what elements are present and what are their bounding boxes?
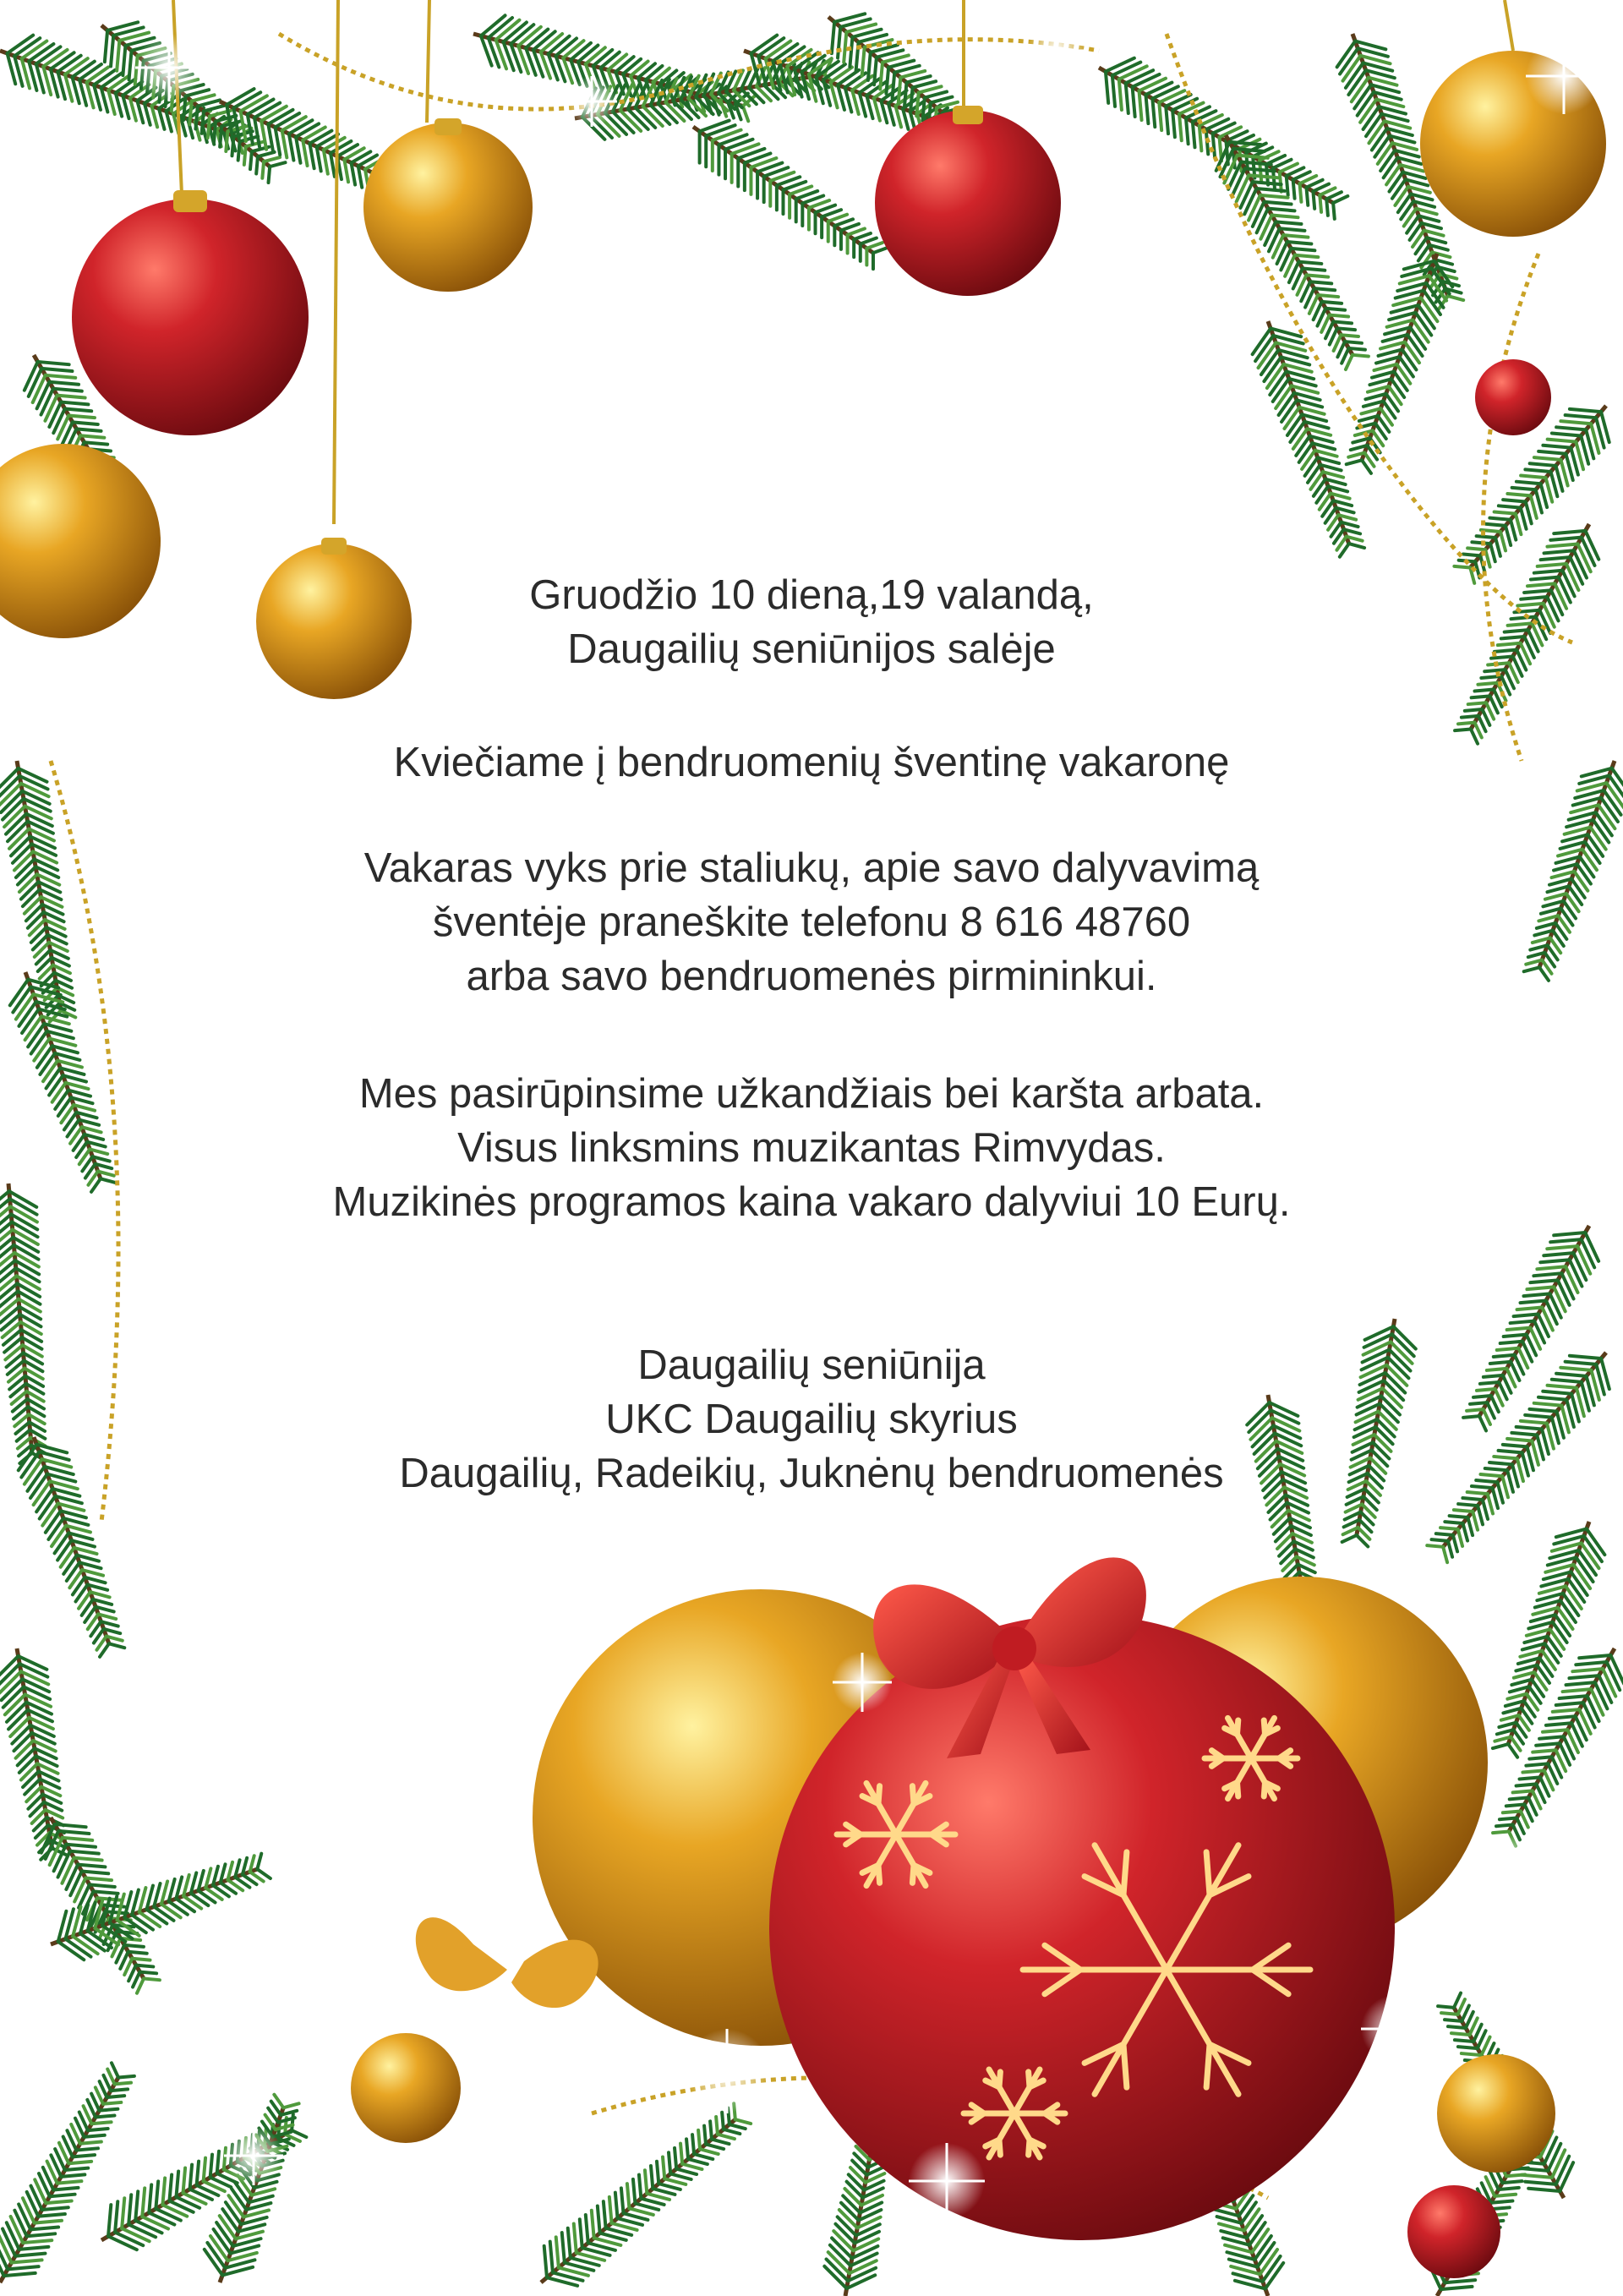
program-line: Muzikinės programos kaina vakaro dalyviui 10 Eurų. (332, 1179, 1291, 1225)
place-line: Daugailių seniūnijos salėje (567, 626, 1056, 672)
invitation-heading (0, 735, 1623, 790)
program-info (0, 1067, 1623, 1229)
invite-line: Kviečiame į bendruomenių šventinę vakaronę (393, 740, 1230, 785)
event-date-place (0, 568, 1623, 676)
info-line: šventėje praneškite telefonu 8 616 48760 (432, 899, 1191, 945)
organizers (0, 1338, 1623, 1501)
organizer-line: UKC Daugailių skyrius (605, 1397, 1018, 1442)
program-line: Mes pasirūpinsime užkandžiais bei karšta arbata. (358, 1071, 1265, 1117)
christmas-bauble-icon (72, 190, 309, 435)
registration-info (0, 841, 1623, 1003)
organizer-line: Daugailių, Radeikių, Juknėnų bendruomenės (399, 1451, 1224, 1496)
program-line: Visus linksmins muzikantas Rimvydas. (457, 1125, 1166, 1171)
christmas-bauble-icon (363, 118, 533, 292)
info-line: arba savo bendruomenės pirmininkui. (466, 954, 1157, 999)
christmas-bauble-icon (1475, 359, 1551, 435)
info-line: Vakaras vyks prie staliukų, apie savo dalyvavimą (363, 845, 1260, 891)
christmas-bauble-icon (875, 106, 1061, 296)
date-line: Gruodžio 10 dieną,19 valandą, (529, 572, 1094, 618)
organizer-line: Daugailių seniūnija (637, 1342, 986, 1388)
